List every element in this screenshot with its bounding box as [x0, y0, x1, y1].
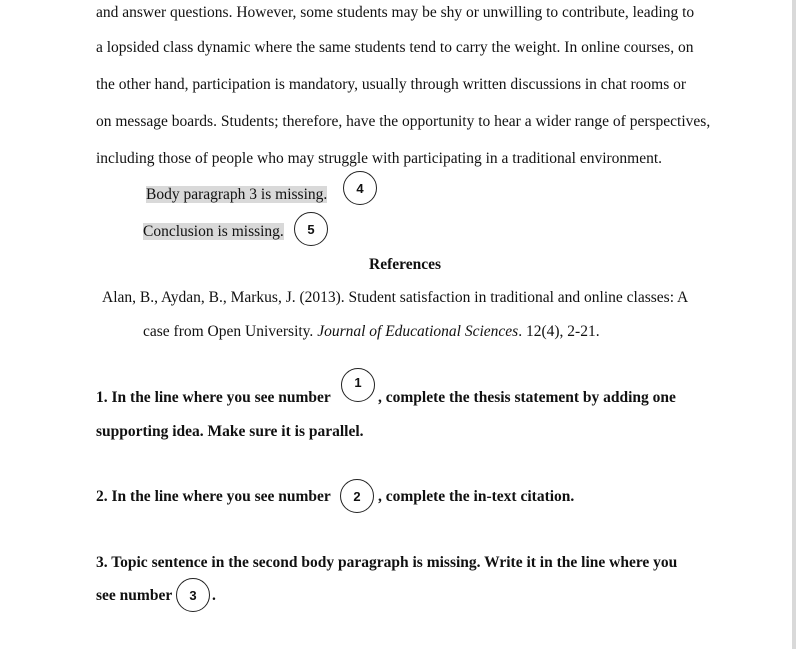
paragraph-line: the other hand, participation is mandatory, usually through written discussions in chat rooms or [96, 76, 687, 93]
question-1-part-b: , complete the thesis statement by adding one [378, 389, 676, 406]
question-1-part-c: supporting idea. Make sure it is parallel. [96, 423, 364, 440]
conclusion-placeholder [143, 223, 284, 241]
journal-name: Journal of Educational Sciences [317, 323, 519, 340]
question-3-part-c: . [212, 587, 216, 604]
reference-entry-line1: Alan, B., Aydan, B., Markus, J. (2013). Student satisfaction in traditional and online classes: A [102, 289, 689, 306]
body-paragraph-3-placeholder [146, 186, 327, 204]
marker-4: 4 [343, 171, 377, 205]
question-1-part-a: 1. In the line where you see number [96, 389, 331, 406]
paragraph-line: a lopsided class dynamic where the same students tend to carry the weight. In online courses, on [96, 39, 694, 56]
conclusion-text: Conclusion is missing. [143, 223, 284, 240]
marker-5: 5 [294, 212, 328, 246]
references-heading: References [369, 256, 442, 273]
marker-1: 1 [341, 368, 375, 402]
question-2-part-b: , complete the in-text citation. [378, 488, 575, 505]
question-2-part-a: 2. In the line where you see number [96, 488, 331, 505]
page-edge [792, 0, 796, 649]
reference-entry-line2 [143, 323, 600, 341]
reference-entry-post: . 12(4), 2-21. [518, 323, 600, 340]
marker-3: 3 [176, 578, 210, 612]
paragraph-line: on message boards. Students; therefore, have the opportunity to hear a wider range of perspectives, [96, 113, 711, 130]
marker-2: 2 [340, 479, 374, 513]
body-paragraph-3-text: Body paragraph 3 is missing. [146, 186, 328, 203]
paragraph-line: and answer questions. However, some students may be shy or unwilling to contribute, leading to [96, 4, 695, 21]
question-3-part-a: 3. Topic sentence in the second body paragraph is missing. Write it in the line where you [96, 554, 678, 571]
paragraph-line: including those of people who may struggle with participating in a traditional environment. [96, 150, 663, 167]
question-3-part-b: see number [96, 587, 173, 604]
reference-entry-pre: case from Open University. [143, 323, 318, 340]
